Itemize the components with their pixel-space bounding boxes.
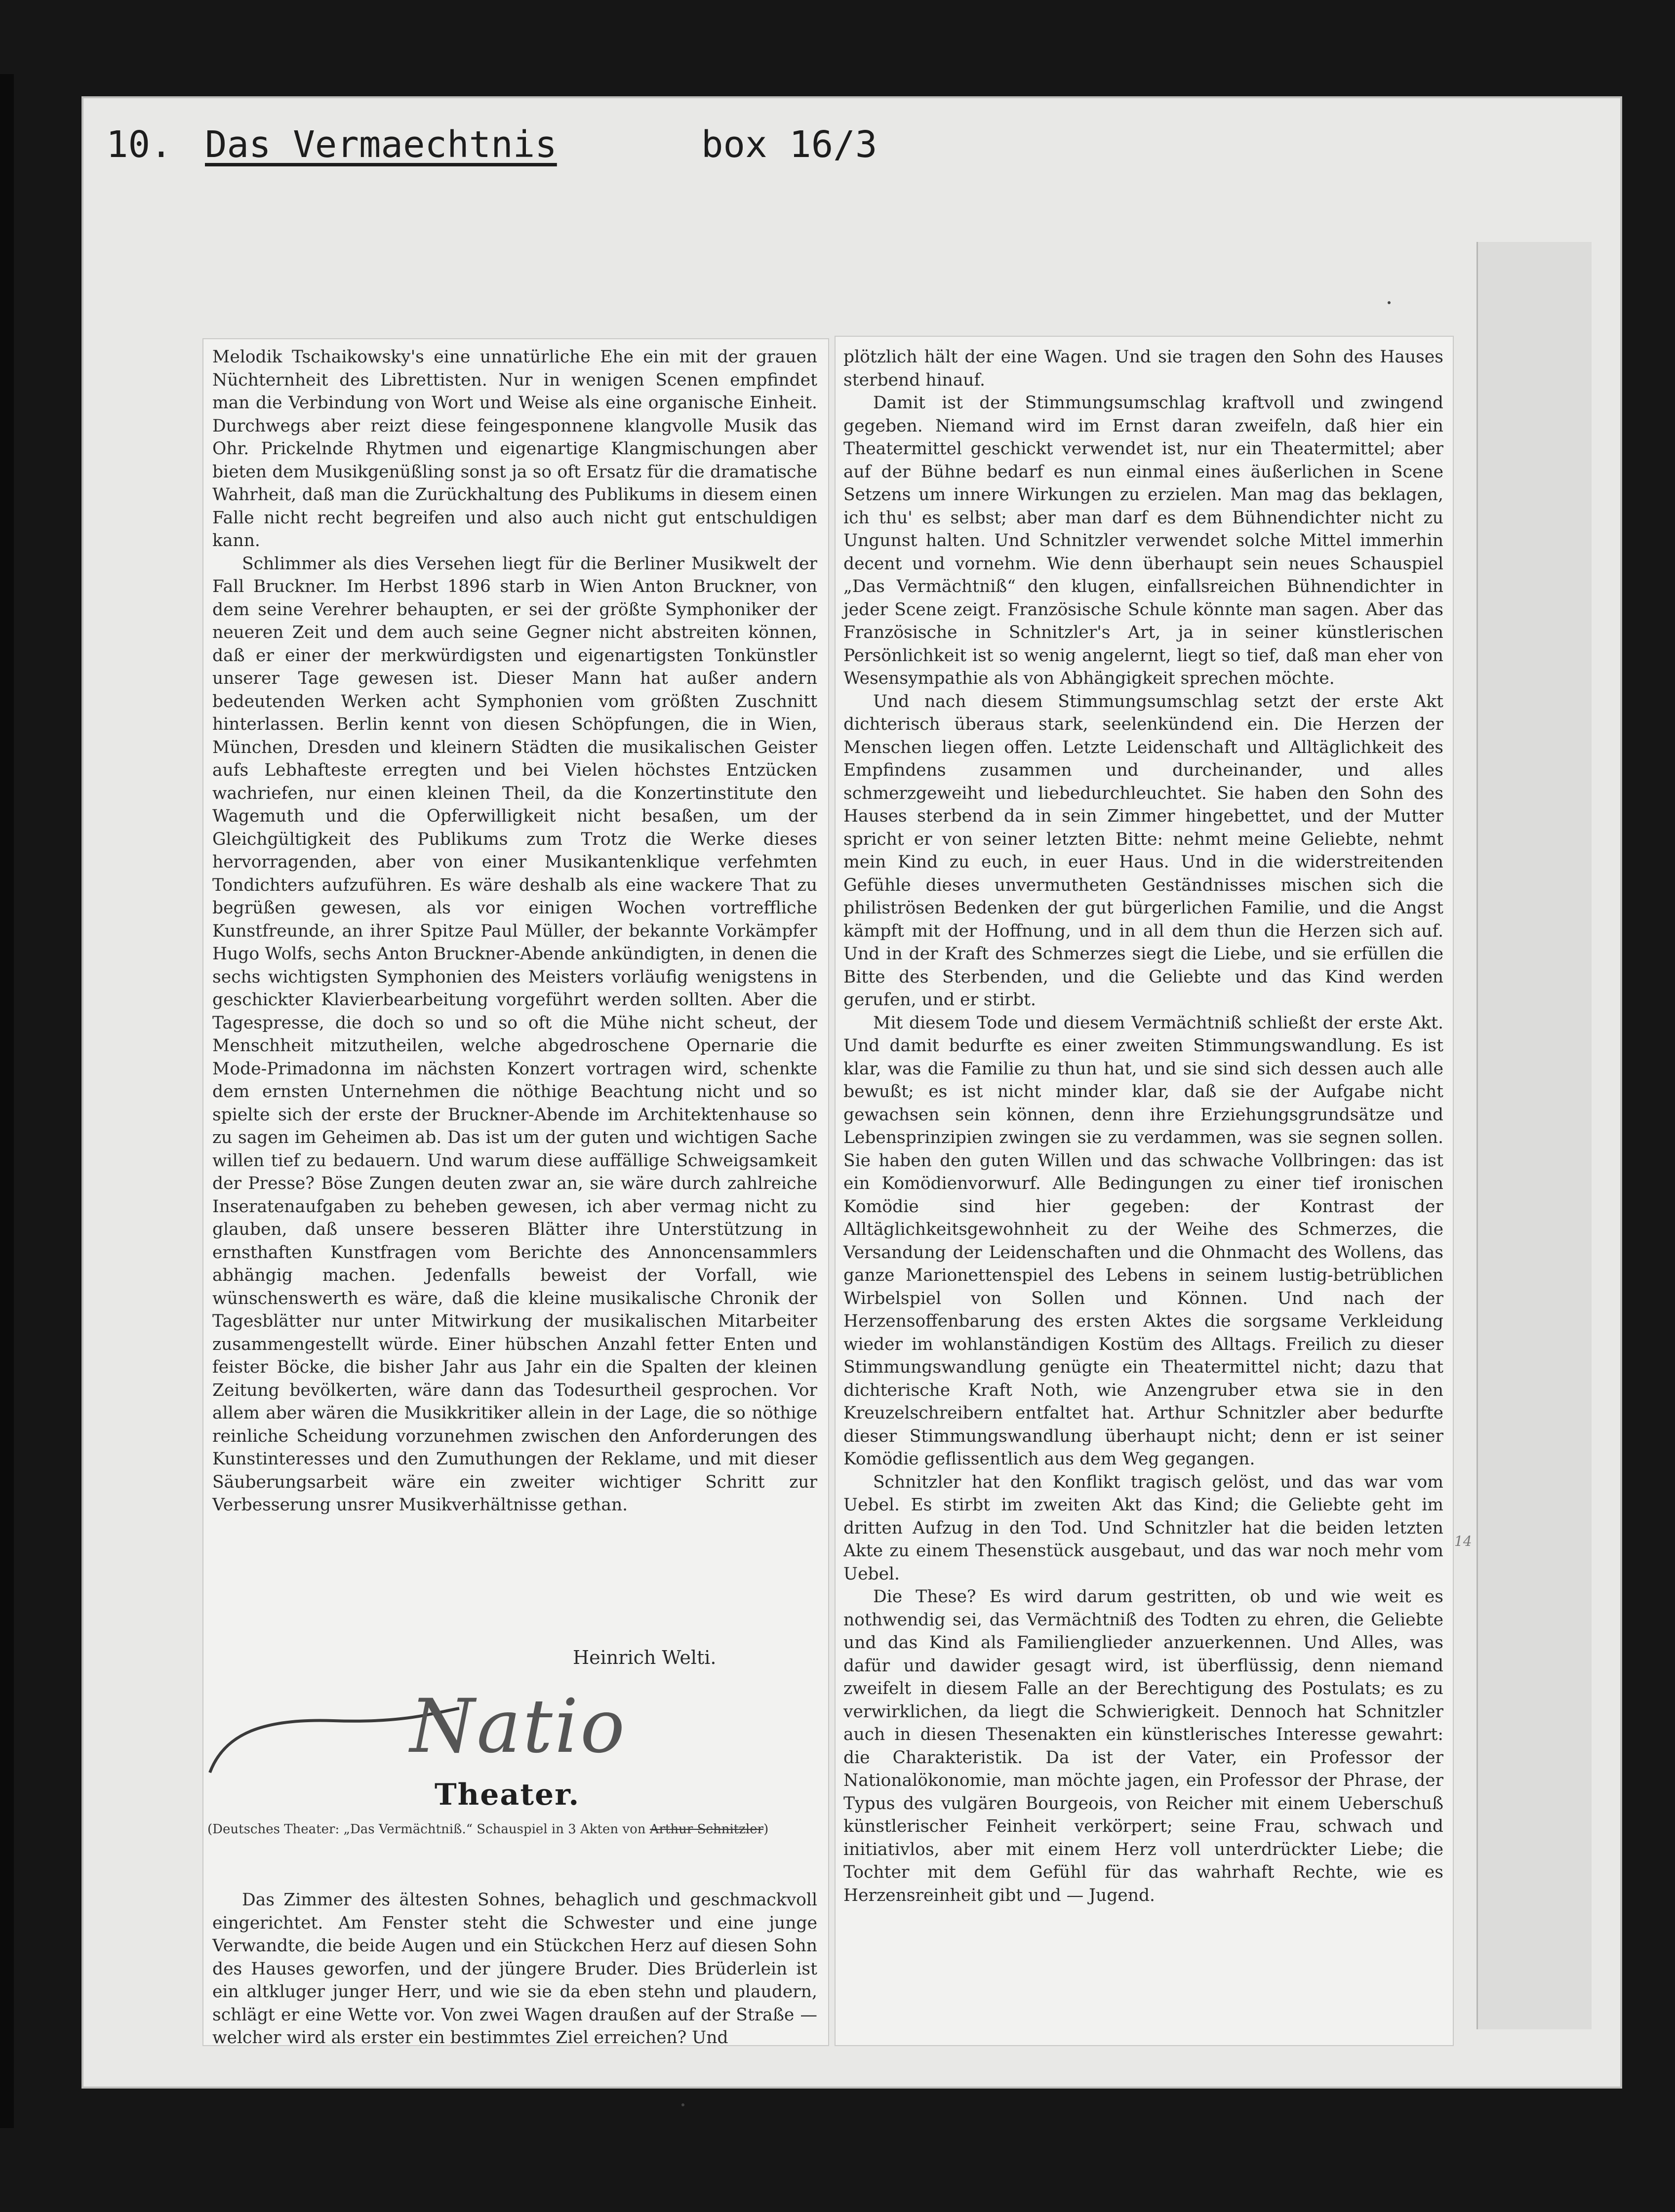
- theatre-heading: Theater.: [435, 1778, 580, 1812]
- right-paragraph-3: Und nach diesem Stimmungsumschlag setzt der erste Akt dichterisch überaus stark, seelenkündend ein. Die Herzen der Menschen liegen offen. Letzte Leidenschaft und Alltäglichkeit des Empfindens zusammen und durcheinander, und alles schmerzgeweiht und liebedurchleuchtet. Sie haben den Sohn des Hauses sterbend da in sein Zimmer hingebettet, und der Mutter spricht er von seiner letzten Bitte: nehmt meine Geliebte, nehmt mein Kind zu euch, in euer Haus. Und in die widerstreitenden Gefühle dieses unvermutheten Geständnisses mischen sich die philiströsen Bedenken der gut bürgerlichen Familie, und die Angst kämpft mit der Hoffnung, und in all dem thun die Herzen sich auf. Und in der Kraft des Schmerzes siegt die Liebe, und sie erfüllen die Bitte des Sterbenden, und die Geliebte und das Kind werden gerufen, und er stirbt.: [843, 691, 1443, 1010]
- author-signature: Heinrich Welti.: [573, 1647, 717, 1668]
- left-column: [212, 346, 817, 1517]
- right-paragraph-2: Damit ist der Stimmungsumschlag kraftvoll und zwingend gegeben. Niemand wird im Ernst daran zweifeln, daß hier ein Theatermittel geschickt verwendet ist, nur ein Theatermittel; aber auf der Bühne bedarf es nun einmal eines äußerlichen in Scene Setzens um innere Wirkungen zu erzielen. Man mag das beklagen, ich thu' es selbst; aber man darf es dem Bühnendichter nicht zu Ungunst halten. Und Schnitzler verwendet solche Mittel immerhin decent und vornehm. Wie denn überhaupt sein neues Schauspiel „Das Vermächtniß“ den klugen, einfallsreichen Bühnendichter in jeder Scene zeigt. Französische Schule könnte man sagen. Aber das Französische in Schnitzler's Art, ja in seiner künstlerischen Persönlichkeit ist so wenig angelernt, liegt so tief, daß man eher von Wesensympathie als von Abhängigkeit sprechen möchte.: [843, 393, 1443, 688]
- dust-speck: [1388, 301, 1391, 304]
- right-paragraph-5: Schnitzler hat den Konflikt tragisch gelöst, und das war vom Uebel. Es stirbt im zweiten Akt das Kind; die Geliebte geht im dritten Aufzug in den Tod. Und Schnitzler hat die beiden letzten Akte zu einem Thesenstück ausgebaut, und das war noch mehr vom Uebel.: [843, 1472, 1443, 1584]
- theatre-paragraph-1: Das Zimmer des ältesten Sohnes, behaglich und geschmackvoll eingerichtet. Am Fenster steht die Schwester und eine junge Verwandte, die beide Augen und ein Stückchen Herz auf diesen Sohn des Hauses geworfen, und der jüngere Bruder. Dies Brüderlein ist ein altkluger junger Herr, und wie sie da eben stehn und plaudern, schlägt er eine Wette vor. Von zwei Wagen draußen auf der Straße — welcher wird als erster ein bestimmtes Ziel erreichen? Und: [212, 1890, 817, 2048]
- film-edge: [0, 74, 14, 2128]
- theatre-subtitle: [207, 1822, 768, 1837]
- right-paragraph-1: plötzlich hält der eine Wagen. Und sie tragen den Sohn des Hauses sterbend hinauf.: [843, 347, 1443, 390]
- subtitle-prefix: (Deutsches Theater: „Das Vermächtniß.“ Schauspiel in 3 Akten von: [207, 1822, 650, 1837]
- handwritten-note: Natio: [410, 1684, 627, 1770]
- subtitle-author: Arthur Schnitzler: [649, 1822, 764, 1837]
- left-paragraph-2: Schlimmer als dies Versehen liegt für die Berliner Musikwelt der Fall Bruckner. Im Herbst 1896 starb in Wien Anton Bruckner, von dem seine Verehrer behaupten, er sei der größte Symphoniker der neueren Zeit und dem auch seine Gegner nicht abstreiten können, daß er einer der merkwürdigsten und eigenartigsten Tonkünstler unserer Tage gewesen ist. Dieser Mann hat außer andern bedeutenden Werken acht Symphonien vom größten Zuschnitt hinterlassen. Berlin kennt von diesen Schöpfungen, die in Wien, München, Dresden und kleinern Städten die musikalischen Geister aufs Lebhafteste erregten und bei Vielen höchstes Entzücken wachriefen, nur einen kleinen Theil, da die Konzertinstitute den Wagemuth und die Opferwilligkeit nicht besaßen, um der Gleichgültigkeit des Publikums zum Trotz die Werke dieses hervorragenden, aber von einer Musikantenklique verfehmten Tondichters aufzuführen. Es wäre deshalb als eine wackere That zu begrüßen gewesen, als vor einigen Wochen vortreffliche Kunstfreunde, an ihrer Spitze Paul Müller, der bekannte Vorkämpfer Hugo Wolfs, sechs Anton Bruckner-Abende ankündigten, in denen die sechs wichtigsten Symphonien des Meisters vorläufig wenigstens in geschickter Klavierbearbeitung vorgeführt werden sollten. Aber die Tagespresse, die doch so und so oft die Mühe nicht scheut, der Menschheit mitzutheilen, welche abgedroschene Opernarie die Mode-Primadonna im nächsten Konzert vortragen wird, schenkte dem ernsten Unternehmen die nöthige Beachtung nicht und so spielte sich der erste der Bruckner-Abende im Architektenhause so zu sagen im Geheimen ab. Das ist um der guten und wichtigen Sache willen tief zu bedauern. Und warum diese auffällige Schweigsamkeit der Presse? Böse Zungen deuten zwar an, sie wäre durch zahlreiche Inseratenaufgaben zu beheben gewesen, ich aber vermag nicht zu glauben, daß unsere besseren Blätter ihre Unterstützung in ernsthaften Kunstfragen vom Berichte des Annoncensammlers abhängig machen. Jedenfalls beweist der Vorfall, wie wünschenswerth es wäre, daß die kleine musikalische Chronik der Tagesblätter nur unter Mitwirkung der musikalischen Mitarbeiter zusammengestellt würde. Einer hübschen Anzahl fetter Enten und feister Böcke, die bisher Jahr aus Jahr ein die Spalten der kleinen Zeitung bevölkerten, wäre dann das Todesurtheil gesprochen. Vor allem aber wären die Musikkritiker allein in der Lage, die so nöthige reinliche Scheidung vorzunehmen zwischen den Anforderungen des Kunstinteresses und den Zumuthungen der Reklame, und mit dieser Säuberungsarbeit wäre ein zweiter wichtiger Schritt zur Verbesserung unsrer Musikverhältnisse gethan.: [212, 553, 817, 1515]
- folder-title: Das Vermaechtnis: [205, 123, 557, 166]
- right-paragraph-4: Mit diesem Tode und diesem Vermächtniß schließt der erste Akt. Und damit bedurfte es einer zweiten Stimmungswandlung. Es ist klar, was die Familie zu thun hat, und sie sind sich dessen auch alle bewußt; es ist nicht minder klar, daß sie der Aufgabe nicht gewachsen sein können, denn ihre Erziehungsgrundsätze und Lebensprinzipien zwingen sie zu verdammen, was sie segnen sollen. Sie haben den guten Willen und das schwache Vollbringen: das ist ein Komödienvorwurf. Alle Bedingungen zu einer tief ironischen Komödie sind hier gegeben: der Kontrast der Alltäglichkeitsgewohnheit zu der Weihe des Schmerzes, die Versandung der Leidenschaften und die Ohnmacht des Wollens, das ganze Marionettenspiel des Lebens in seinem lustig-betrüblichen Wirbelspiel von Sollen und Können. Und nach der Herzensoffenbarung des ersten Aktes die sorgsame Verkleidung wieder im wohlanständigen Kostüm des Alltags. Freilich zu dieser Stimmungswandlung genügte ein Theatermittel nicht; dazu that dichterische Kraft Noth, wie Anzengruber etwa sie in den Kreuzelschreibern entfaltet hat. Arthur Schnitzler aber bedurfte dieser Stimmungswandlung überhaupt nicht; denn er ist seiner Komödie geflissentlich aus dem Weg gegangen.: [843, 1013, 1443, 1469]
- right-paragraph-6: Die These? Es wird darum gestritten, ob und wie weit es nothwendig sei, das Vermächtniß des Todten zu ehren, die Geliebte und das Kind als Familienglieder anzuerkennen. Und Alles, was dafür und dawider gesagt wird, ist überflüssig, denn niemand zweifelt in diesem Falle an der Berechtigung des Postulats; es zu verwirklichen, da liegt die Schwierigkeit. Dennoch hat Schnitzler auch in diesen Thesenakten ein künstlerisches Interesse gewahrt: die Charakteristik. Da ist der Vater, ein Professor der Nationalökonomie, man möchte jagen, ein Professor der Phrase, der Typus des vulgären Bourgeois, von Reicher mit einem Ueberschuß künstlerischer Feinheit verkörpert; seine Frau, schwach und initiativlos, aber mit einem Herz voll unterdrückter Liebe; die Tochter mit dem Gefühl für das wahrhaft Rechte, wie es Herzensreinheit gibt und — Jugend.: [843, 1587, 1443, 1905]
- left-paragraph-1: Melodik Tschaikowsky's eine unnatürliche Ehe ein mit der grauen Nüchternheit des Librettisten. Nur in wenigen Scenen empfindet man die Verbindung von Wort und Weise als eine organische Einheit. Durchwegs aber reizt diese feingesponnene klangvolle Musik das Ohr. Prickelnde Rhytmen und eigenartige Klangmischungen aber bieten dem Musikgenüßling sonst ja so oft Ersatz für die dramatische Wahrheit, daß man die Zurückhaltung des Publikums in diesem einen Falle nicht recht begreifen und also auch nicht gut entschuldigen kann.: [212, 347, 817, 551]
- theatre-review-start: [212, 1889, 817, 2050]
- subtitle-suffix: ): [763, 1822, 769, 1837]
- pencil-mark: 14: [1454, 1533, 1472, 1549]
- sheet-backing-strip: [1476, 242, 1592, 2029]
- box-label: box 16/3: [701, 123, 877, 166]
- right-column: [843, 346, 1443, 1907]
- folder-number: 10.: [106, 123, 172, 166]
- dust-speck: [681, 2103, 684, 2106]
- archive-header: [106, 123, 877, 166]
